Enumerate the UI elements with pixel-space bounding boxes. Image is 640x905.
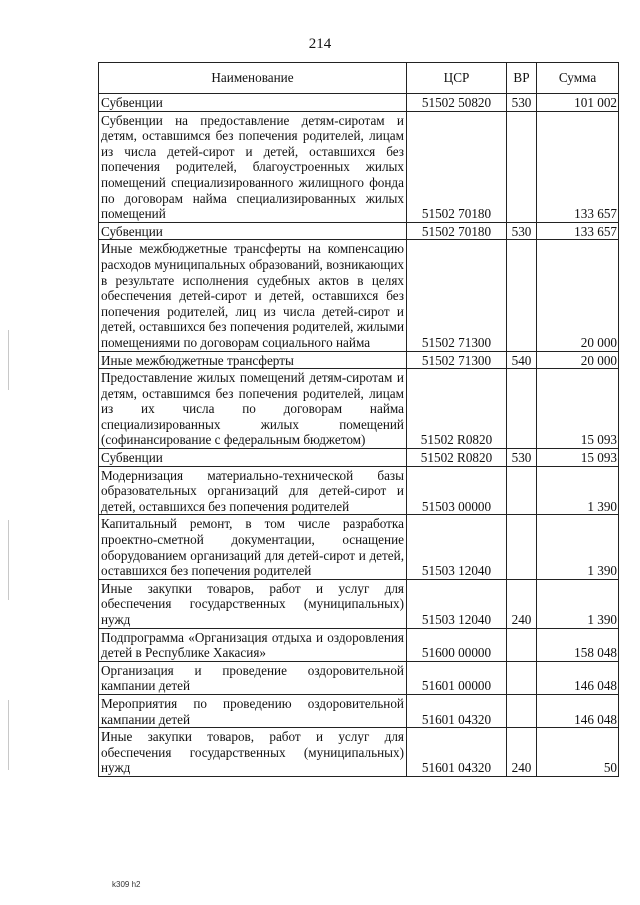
cell-sum: 50 bbox=[537, 728, 619, 777]
cell-csr: 51503 12040 bbox=[407, 515, 507, 579]
cell-name: Подпрограмма «Организация отдыха и оздоровления детей в Республике Хакасия» bbox=[99, 628, 407, 661]
table-row bbox=[99, 111, 619, 222]
cell-csr: 51502 R0820 bbox=[407, 369, 507, 449]
header-sum: Сумма bbox=[537, 63, 619, 94]
cell-vr: 540 bbox=[507, 351, 537, 369]
cell-csr: 51502 71300 bbox=[407, 240, 507, 351]
cell-vr: 530 bbox=[507, 449, 537, 467]
cell-name: Иные межбюджетные трансферты на компенсацию расходов муниципальных образований, возникающих в результате исполнения судебных актов в целях обеспечения детей-сирот и детей, оставшихся без попечения родителей, лиц из числа детей-сирот и детей, оставшихся без попечения родителей, жилыми помещениями по договорам социального найма bbox=[99, 240, 407, 351]
cell-vr bbox=[507, 466, 537, 515]
cell-vr: 530 bbox=[507, 94, 537, 112]
cell-vr bbox=[507, 694, 537, 727]
cell-csr: 51601 00000 bbox=[407, 661, 507, 694]
cell-csr: 51502 70180 bbox=[407, 222, 507, 240]
budget-table bbox=[98, 62, 619, 777]
cell-name: Предоставление жилых помещений детям-сиротам и детям, оставшимся без попечения родителей, лицам из их числа по договорам найма специализированных жилых помещений (софинансирование с федеральным бюджетом) bbox=[99, 369, 407, 449]
table-row bbox=[99, 515, 619, 579]
cell-vr: 530 bbox=[507, 222, 537, 240]
header-csr: ЦСР bbox=[407, 63, 507, 94]
footer-code: k309 h2 bbox=[112, 880, 141, 889]
cell-sum: 15 093 bbox=[537, 369, 619, 449]
table-row bbox=[99, 466, 619, 515]
header-vr: ВР bbox=[507, 63, 537, 94]
cell-name: Мероприятия по проведению оздоровительной кампании детей bbox=[99, 694, 407, 727]
header-row bbox=[99, 63, 619, 94]
cell-sum: 158 048 bbox=[537, 628, 619, 661]
table-row bbox=[99, 661, 619, 694]
header-name: Наименование bbox=[99, 63, 407, 94]
cell-sum: 15 093 bbox=[537, 449, 619, 467]
cell-name: Организация и проведение оздоровительной кампании детей bbox=[99, 661, 407, 694]
cell-vr bbox=[507, 628, 537, 661]
cell-name: Иные закупки товаров, работ и услуг для обеспечения государственных (муниципальных) нужд bbox=[99, 728, 407, 777]
cell-sum: 1 390 bbox=[537, 515, 619, 579]
cell-csr: 51503 12040 bbox=[407, 579, 507, 628]
cell-csr: 51502 R0820 bbox=[407, 449, 507, 467]
table-row bbox=[99, 628, 619, 661]
cell-vr bbox=[507, 240, 537, 351]
cell-name: Субвенции bbox=[99, 449, 407, 467]
cell-vr bbox=[507, 111, 537, 222]
cell-name: Модернизация материально-технической базы образовательных организаций для детей-сирот и детей, оставшихся без попечения родителей bbox=[99, 466, 407, 515]
table-row bbox=[99, 694, 619, 727]
cell-csr: 51502 70180 bbox=[407, 111, 507, 222]
cell-name: Капитальный ремонт, в том числе разработка проектно-сметной документации, оснащение оборудованием организаций для детей-сирот и детей, оставшихся без попечения родителей bbox=[99, 515, 407, 579]
cell-sum: 20 000 bbox=[537, 240, 619, 351]
cell-vr bbox=[507, 369, 537, 449]
cell-csr: 51601 04320 bbox=[407, 694, 507, 727]
cell-sum: 146 048 bbox=[537, 694, 619, 727]
page-number: 214 bbox=[308, 36, 332, 52]
cell-csr: 51502 50820 bbox=[407, 94, 507, 112]
cell-csr: 51600 00000 bbox=[407, 628, 507, 661]
table-row bbox=[99, 579, 619, 628]
cell-csr: 51503 00000 bbox=[407, 466, 507, 515]
table-body bbox=[99, 94, 619, 777]
margin-mark bbox=[8, 520, 9, 600]
cell-vr: 240 bbox=[507, 728, 537, 777]
table-row bbox=[99, 351, 619, 369]
cell-name: Субвенции на предоставление детям-сиротам и детям, оставшимся без попечения родителей, лицам из числа детей-сирот и детей, оставшихся без попечения родителей, благоустроенных жилых помещений специализированного жилищного фонда по договорам найма специализированных жилых помещений bbox=[99, 111, 407, 222]
cell-sum: 1 390 bbox=[537, 466, 619, 515]
table-header bbox=[99, 63, 619, 94]
cell-sum: 133 657 bbox=[537, 111, 619, 222]
cell-sum: 1 390 bbox=[537, 579, 619, 628]
cell-name: Иные закупки товаров, работ и услуг для обеспечения государственных (муниципальных) нужд bbox=[99, 579, 407, 628]
cell-name: Субвенции bbox=[99, 222, 407, 240]
cell-vr bbox=[507, 661, 537, 694]
table-row bbox=[99, 94, 619, 112]
cell-vr: 240 bbox=[507, 579, 537, 628]
margin-mark bbox=[8, 330, 9, 390]
cell-sum: 133 657 bbox=[537, 222, 619, 240]
cell-sum: 20 000 bbox=[537, 351, 619, 369]
cell-name: Иные межбюджетные трансферты bbox=[99, 351, 407, 369]
cell-csr: 51502 71300 bbox=[407, 351, 507, 369]
table-row bbox=[99, 369, 619, 449]
cell-sum: 101 002 bbox=[537, 94, 619, 112]
table-row bbox=[99, 222, 619, 240]
cell-vr bbox=[507, 515, 537, 579]
table-row bbox=[99, 449, 619, 467]
cell-name: Субвенции bbox=[99, 94, 407, 112]
cell-csr: 51601 04320 bbox=[407, 728, 507, 777]
cell-sum: 146 048 bbox=[537, 661, 619, 694]
table-row bbox=[99, 240, 619, 351]
table-row bbox=[99, 728, 619, 777]
margin-mark bbox=[8, 700, 9, 770]
